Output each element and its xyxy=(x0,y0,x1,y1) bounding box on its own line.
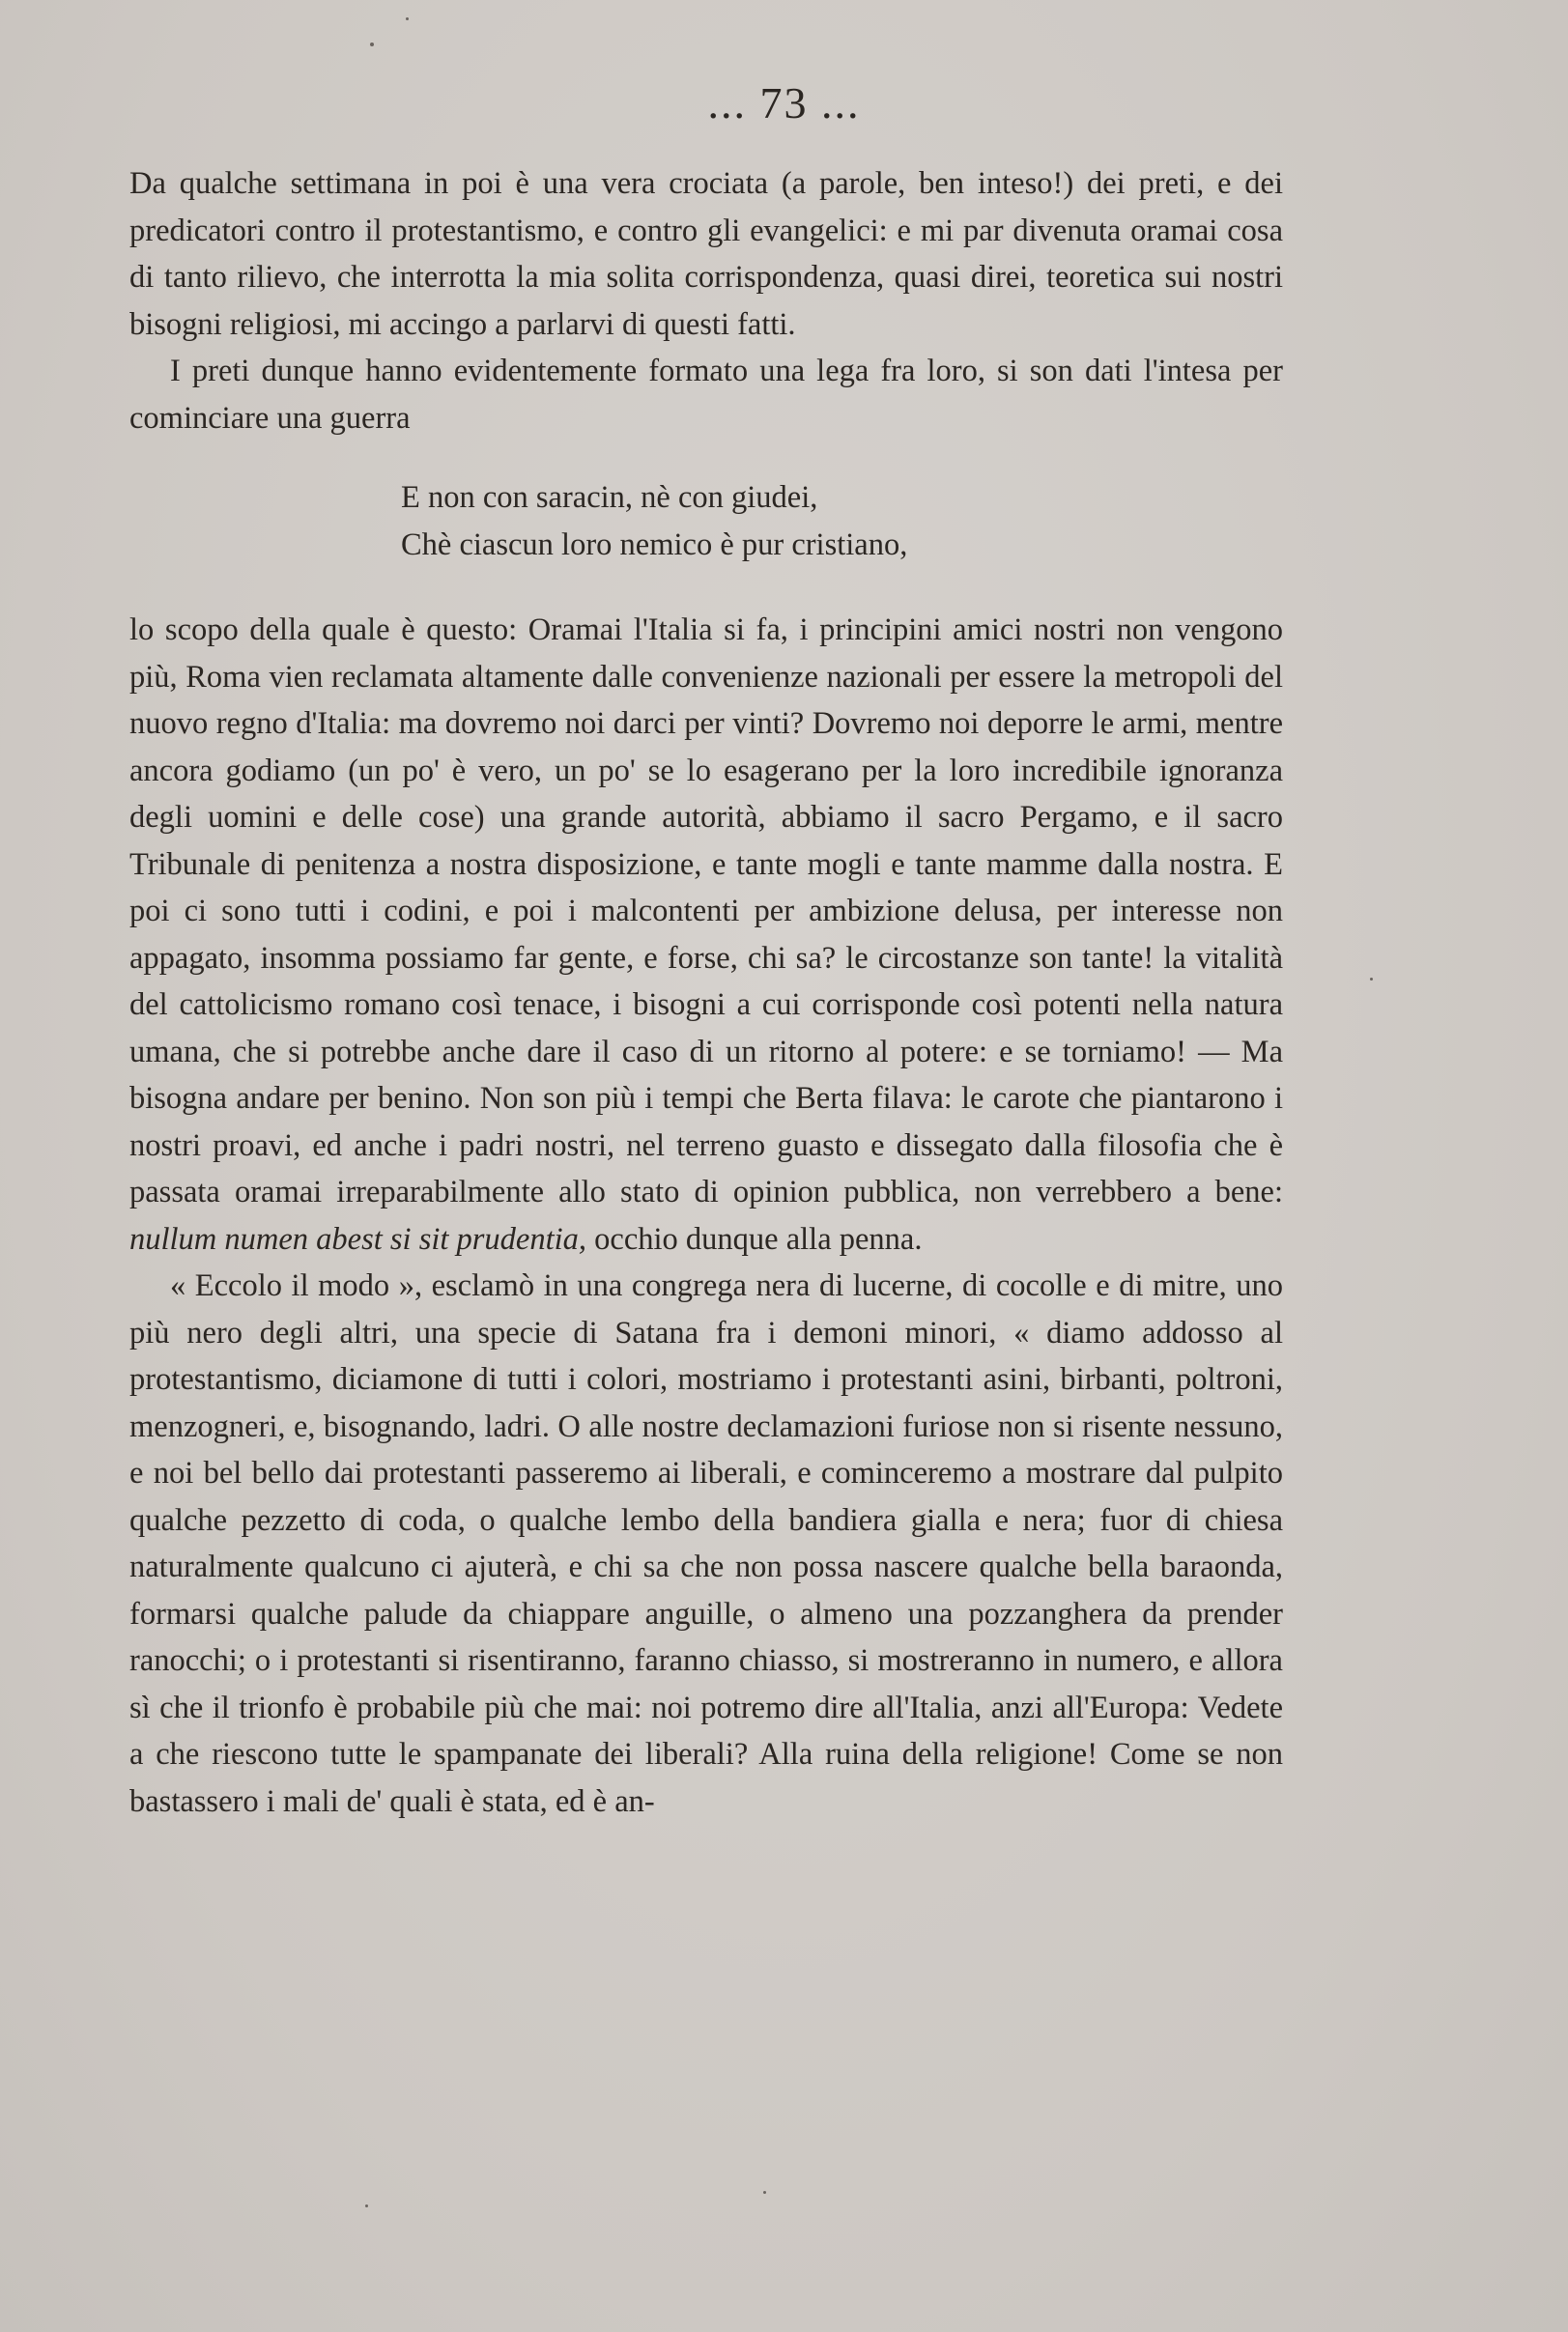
paper-speck xyxy=(406,17,409,20)
latin-quotation: nullum numen abest si sit prudentia, xyxy=(129,1221,587,1257)
paragraph-1: Da qualche settimana in poi è una vera crociata (a parole, ben inteso!) dei preti, e dei predicatori contro il protestantismo, e contro gli evangelici: e mi par divenuta oramai cosa di tanto rilievo, che interrotta la mia solita corrispondenza, quasi direi, teoretica sui nostri bisogni religiosi, mi accingo a parlarvi di questi fatti. xyxy=(129,166,1283,342)
paragraph-2: I preti dunque hanno evidentemente formato una lega fra loro, si son dati l'intesa per cominciare una guerra xyxy=(129,354,1283,436)
paragraph-3-text: lo scopo della quale è questo: Oramai l'Italia si fa, i principini amici nostri non vengono più, Roma vien reclamata altamente dalle convenienze nazionali per essere la metropoli del nuovo regno d'Italia: ma dovremo noi darci per vinti? Dovremo noi deporre le armi, mentre ancora godiamo (un po' è vero, un po' se lo esagerano per la loro incredibile ignoranza degli uomini e delle cose) una grande autorità, abbiamo il sacro Pergamo, e il sacro Tribunale di penitenza a nostra disposizione, e tante mogli e tante mamme dalla nostra. E poi ci sono tutti i codini, e poi i malcontenti per ambizione delusa, per interesse non appagato, insomma possiamo far gente, e forse, chi sa? le circostanze son tante! la vitalità del cattolicismo romano così tenace, i bisogni a cui corrisponde così potenti nella natura umana, che si potrebbe anche dare il caso di un ritorno al potere: e se torniamo! — Ma bisogna andare per benino. Non son più i tempi che Berta filava: le carote che piantarono i nostri proavi, ed anche i padri nostri, nel terreno guasto e dissegato dalla filosofia che è passata oramai irreparabilmente allo stato di opinion pubblica, non verrebbero a bene: xyxy=(129,612,1283,1209)
body-text xyxy=(129,160,1283,1825)
page-number: ... 73 ... xyxy=(707,78,861,128)
paper-speck xyxy=(763,2191,766,2194)
verse-line-2: Chè ciascun loro nemico è pur cristiano, xyxy=(401,526,908,562)
paragraph-3 xyxy=(129,607,1283,1263)
verse-quotation xyxy=(401,474,1283,568)
paper-speck xyxy=(1370,978,1373,981)
paper-speck xyxy=(365,2204,368,2207)
paper-speck xyxy=(370,43,374,46)
verse-line-1: E non con saracin, nè con giudei, xyxy=(401,480,818,515)
paragraph-4: « Eccolo il modo », esclamò in una congrega nera di lucerne, di cocolle e di mitre, uno più nero degli altri, una specie di Satana fra i demoni minori, « diamo addosso al protestantismo, diciamone di tutti i colori, mostriamo i protestanti asini, birbanti, poltroni, menzogneri, e, bisognando, ladri. O alle nostre declamazioni furiose non si risente nessuno, e noi bel bello dai protestanti passeremo ai liberali, e cominceremo a mostrare dal pulpito qualche pezzetto di coda, o qualche lembo della bandiera gialla e nera; fuor di chiesa naturalmente qualcuno ci ajuterà, e chi sa che non possa nascere qualche bella baraonda, formarsi qualche palude da chiappare anguille, o almeno una pozzanghera da prender ranocchi; o i protestanti si risentiranno, faranno chiasso, si mostreranno in numero, e allora sì che il trionfo è probabile più che mai: noi potremo dire all'Italia, anzi all'Europa: Vedete a che riescono tutte le spampanate dei liberali? Alla ruina della religione! Come se non bastassero i mali de' quali è stata, ed è an- xyxy=(129,1268,1283,1819)
paragraph-3-end: occhio dunque alla penna. xyxy=(586,1221,923,1257)
